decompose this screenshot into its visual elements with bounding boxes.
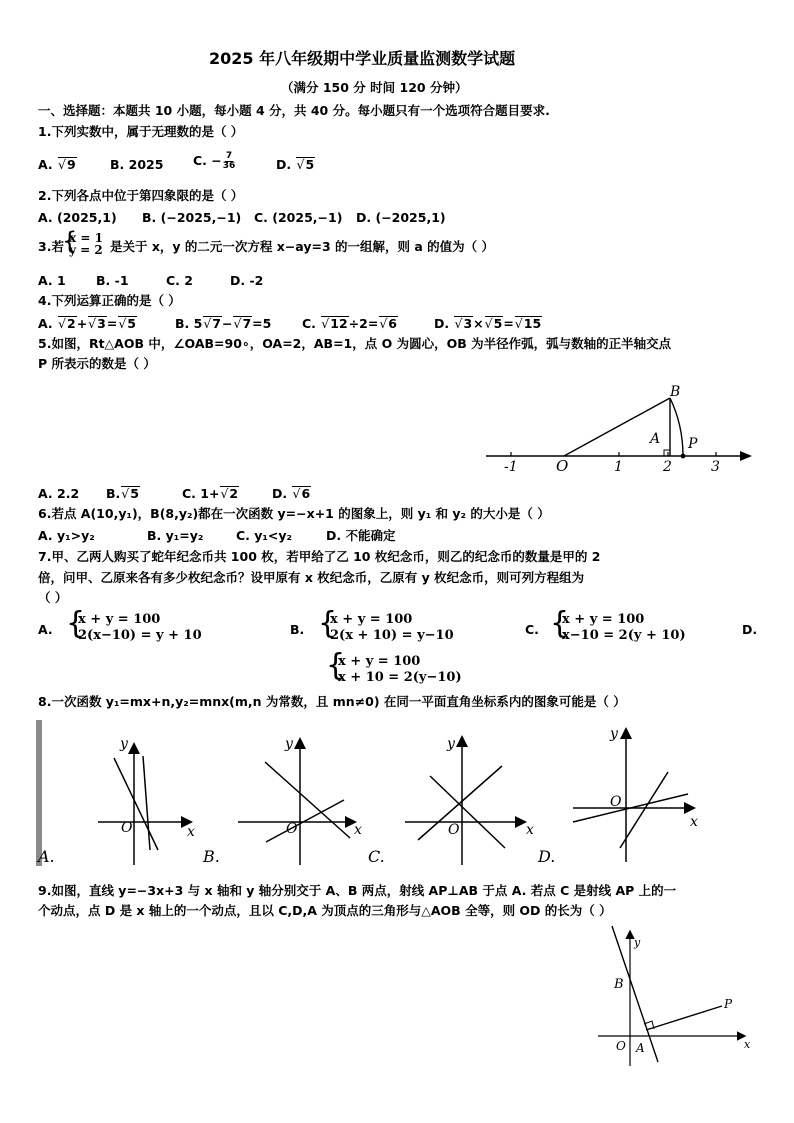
q4-option-c: C. √ 12÷2=√ 6	[302, 316, 398, 331]
q6-option-c: C. y₁<y₂	[236, 528, 292, 543]
q9-label-y: y	[634, 936, 641, 949]
q8a-y: y	[120, 736, 128, 752]
q5-option-c: C. 1+√ 2	[182, 486, 239, 501]
q8d-label: D.	[538, 847, 556, 866]
q5-option-d: D. √ 6	[272, 486, 311, 501]
q1-stem: 1.下列实数中，属于无理数的是（ ）	[38, 124, 244, 139]
page-subtitle: （满分 150 分 时间 120 分钟）	[281, 80, 468, 95]
q3-option-a: A. 1	[38, 273, 66, 288]
q4-stem: 4.下列运算正确的是（ ）	[38, 293, 181, 308]
q3-option-d: D. -2	[230, 273, 264, 288]
q8b-label: B.	[203, 847, 220, 866]
q5-stem-line1: 5.如图，Rt△AOB 中，∠OAB=90∘，OA=2，AB=1，点 O 为圆心，OB 为半径作弧，弧与数轴的正半轴交点	[38, 336, 672, 351]
q4-option-b: B. 5√ 7−√ 7=5	[175, 316, 271, 331]
q5-label-2: 2	[663, 459, 672, 475]
q8c-o: O	[448, 822, 460, 838]
q9-label-o: O	[616, 1039, 626, 1053]
q8a-label: A.	[38, 847, 55, 866]
q9-label-p: P	[724, 997, 733, 1011]
q7-option-c-label: C.	[525, 622, 539, 637]
q7-option-b-label: B.	[290, 622, 305, 637]
q8b-o: O	[286, 821, 298, 837]
q8-stem: 8.一次函数 y₁=mx+n,y₂=mnx(m,n 为常数，且 mn≠0) 在同一平面直角坐标系内的图象可能是（ ）	[38, 694, 626, 709]
q5-option-b: B.√ 5	[106, 486, 140, 501]
q2-option-d: D. (−2025,1)	[356, 210, 446, 225]
q5-label-neg1: -1	[504, 459, 518, 475]
q1-option-a: A. √ 9	[38, 157, 77, 172]
q8b-x: x	[354, 822, 362, 838]
q5-label-a: A	[650, 431, 661, 447]
q5-option-a: A. 2.2	[38, 486, 80, 501]
q4-option-a: A. √ 2+√ 3=√ 5	[38, 316, 137, 331]
q8a-o: O	[121, 820, 133, 836]
q9-label-b: B	[614, 977, 624, 992]
q2-option-a: A. (2025,1)	[38, 210, 117, 225]
q5-label-o: O	[556, 457, 569, 475]
q4-option-d: D. √ 3×√ 5=√ 15	[434, 316, 542, 331]
q7-stem-line2: 倍，问甲、乙原来各有多少枚纪念币？设甲原有 x 枚纪念币，乙原有 y 枚纪念币，则可列方程组为	[38, 570, 585, 585]
q8c-label: C.	[368, 847, 385, 866]
q6-option-a: A. y₁>y₂	[38, 528, 95, 543]
q6-stem: 6.若点 A(10,y₁)，B(8,y₂)都在一次函数 y=−x+1 的图象上，则 y₁ 和 y₂ 的大小是（ ）	[38, 506, 550, 521]
q2-option-b: B. (−2025,−1)	[142, 210, 242, 225]
q5-label-3: 3	[711, 459, 720, 475]
q8d-o: O	[610, 794, 622, 810]
q1-option-c: C. − $\frac{7}{36}$	[193, 151, 236, 171]
q9-label-x: x	[744, 1038, 751, 1051]
q2-option-c: C. (2025,−1)	[254, 210, 343, 225]
q7-stem-line3: （ ）	[38, 590, 68, 605]
q3-option-c: C. 2	[166, 273, 193, 288]
q8c-y: y	[447, 736, 455, 752]
q8d-y: y	[610, 726, 618, 742]
q3-suffix: 是关于 x，y 的二元一次方程 x−ay=3 的一组解，则 a 的值为（ ）	[110, 239, 495, 254]
q9-stem-line1: 9.如图，直线 y=−3x+3 与 x 轴和 y 轴分别交于 A、B 两点，射线 AP⊥AB 于点 A. 若点 C 是射线 AP 上的一	[38, 883, 677, 898]
q2-stem: 2.下列各点中位于第四象限的是（ ）	[38, 188, 244, 203]
q7-option-a-label: A.	[38, 622, 53, 637]
q3-prefix: 3.若	[38, 239, 64, 254]
q7-stem-line1: 7.甲、乙两人购买了蛇年纪念币共 100 枚，若甲给了乙 10 枚纪念币，则乙的纪念币的数量是甲的 2	[38, 549, 601, 564]
section-heading: 一、选择题：本题共 10 小题，每小题 4 分，共 40 分。每小题只有一个选项符合题目要求.	[38, 103, 550, 118]
q8c-x: x	[526, 822, 534, 838]
q8d-x: x	[690, 814, 698, 830]
q9-stem-line2: 个动点，点 D 是 x 轴上的一个动点，且以 C,D,A 为顶点的三角形与△AOB 全等，则 OD 的长为（ ）	[38, 903, 612, 918]
page-title: 2025 年八年级期中学业质量监测数学试题	[209, 49, 516, 68]
q8a-x: x	[187, 824, 195, 840]
q8b-y: y	[285, 736, 293, 752]
q5-stem-line2: P 所表示的数是（ ）	[38, 356, 156, 371]
q1-option-d: D. √ 5	[276, 157, 315, 172]
q5-label-b: B	[670, 384, 681, 400]
q3-option-b: B. -1	[96, 273, 129, 288]
q7-option-d-label: D.	[742, 622, 758, 637]
q6-option-b: B. y₁=y₂	[147, 528, 204, 543]
q6-option-d: D. 不能确定	[326, 528, 396, 543]
q9-label-a: A	[636, 1041, 645, 1055]
sqrt-symbol: √ 9	[58, 157, 77, 171]
q5-label-p: P	[688, 436, 698, 452]
q1-option-b: B. 2025	[110, 157, 164, 172]
q5-label-1: 1	[614, 459, 623, 475]
